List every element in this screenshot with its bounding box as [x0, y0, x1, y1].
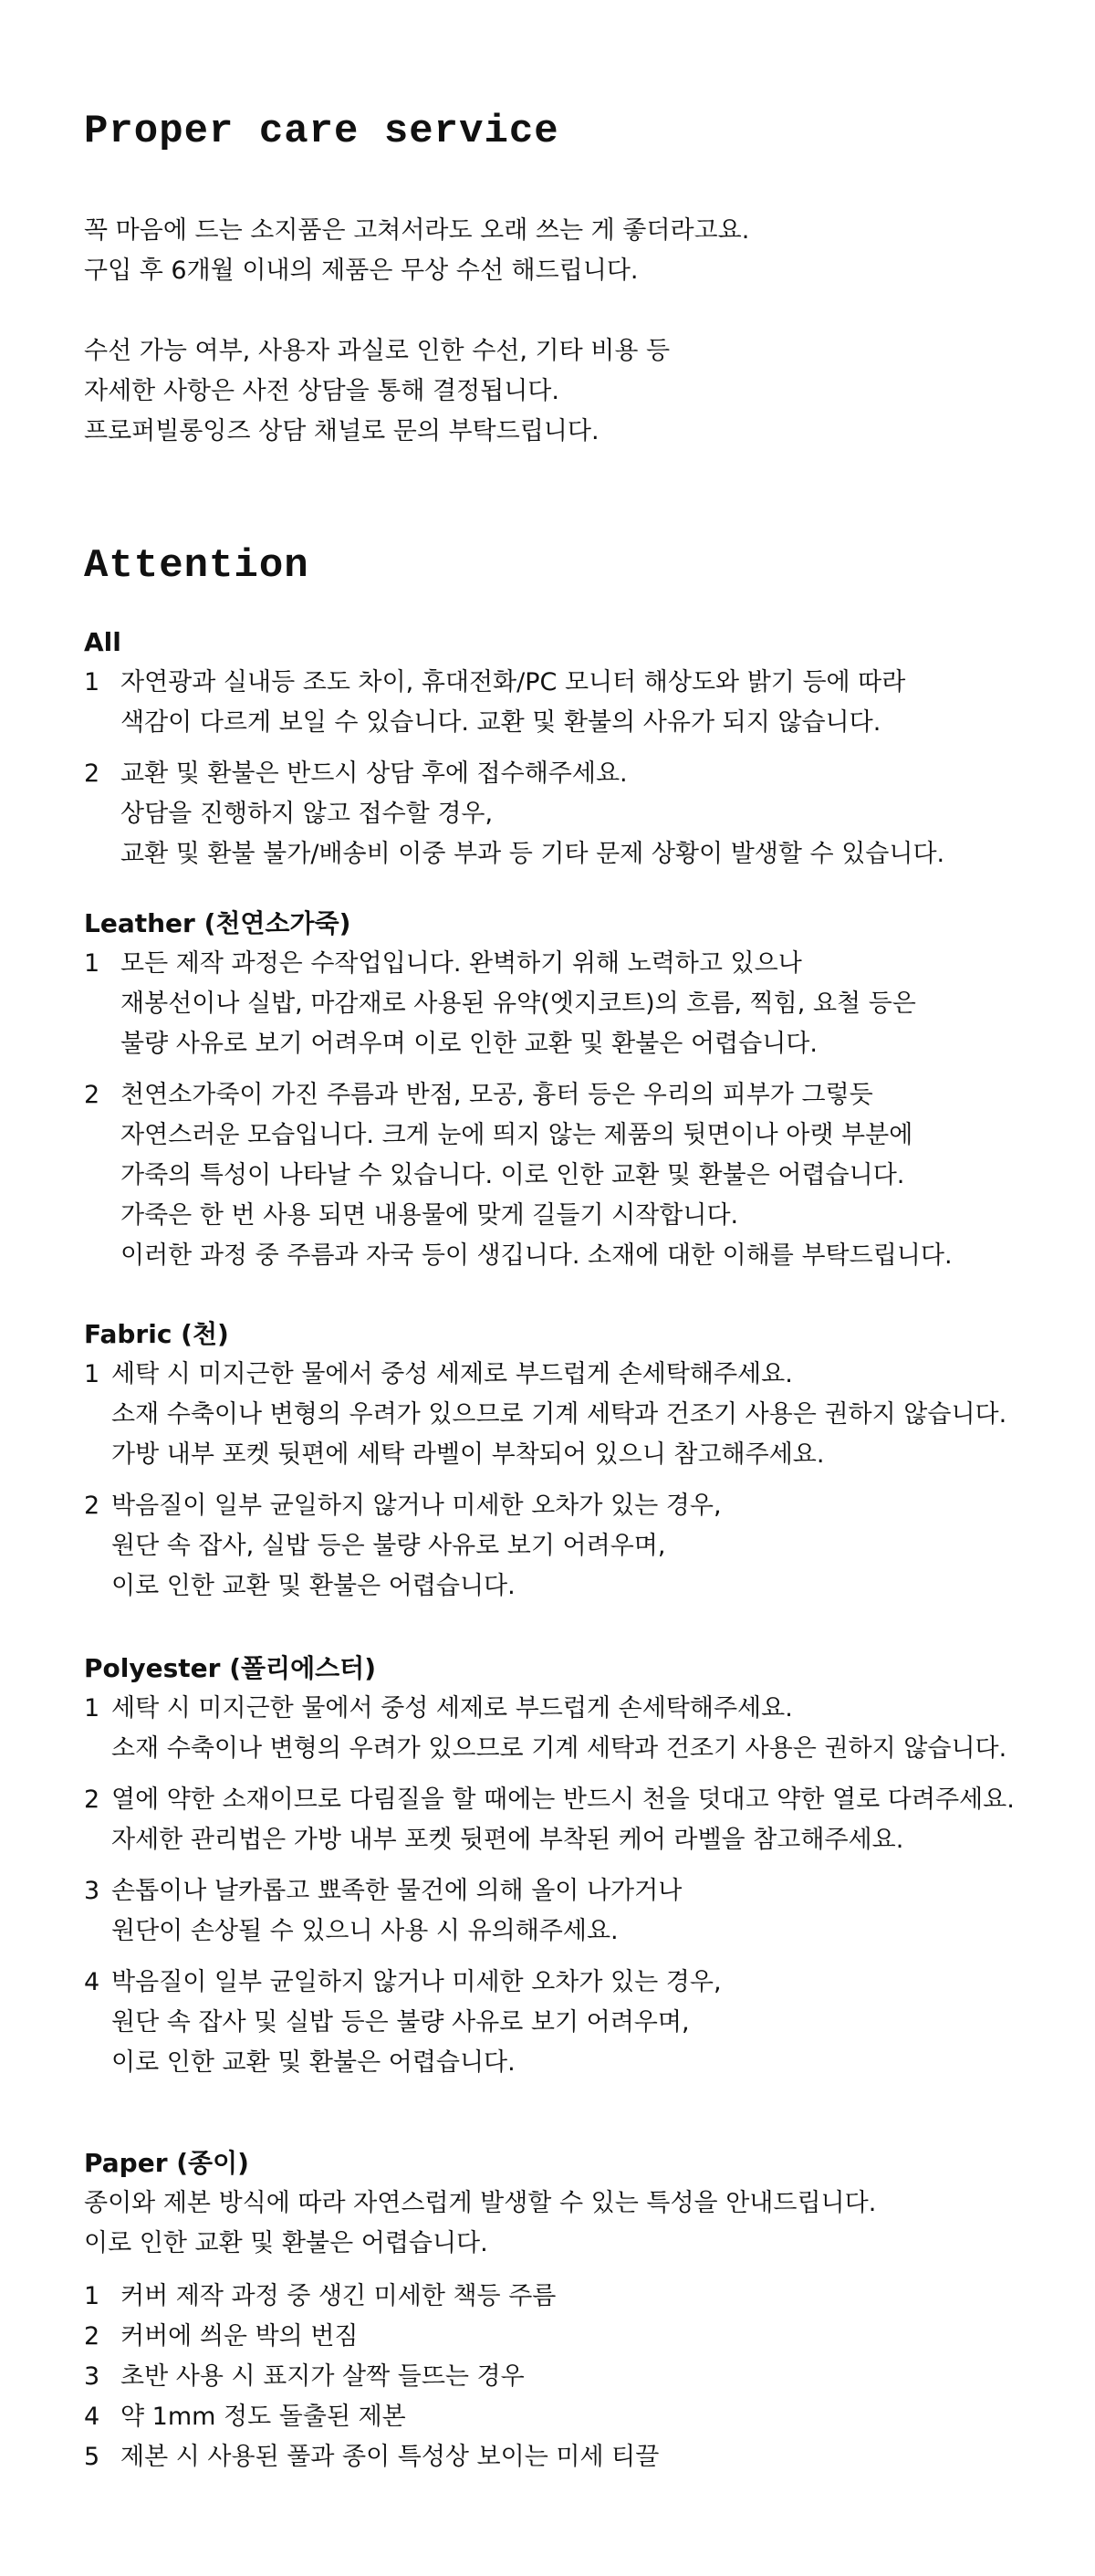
item-number: 2	[84, 1785, 100, 1814]
care-line: 구입 후 6개월 이내의 제품은 무상 수선 해드립니다.	[84, 257, 639, 285]
item-line: 가죽의 특성이 나타날 수 있습니다. 이로 인한 교환 및 환불은 어렵습니다.	[120, 1161, 905, 1189]
item-line: 이로 인한 교환 및 환불은 어렵습니다.	[111, 2048, 516, 2077]
care-paragraph	[84, 331, 749, 452]
care-line: 수선 가능 여부, 사용자 과실로 인한 수선, 기타 비용 등	[84, 337, 671, 365]
intro-line: 이로 인한 교환 및 환불은 어렵습니다.	[84, 2229, 488, 2257]
item-number: 2	[84, 1081, 100, 1109]
item-line: 자연광과 실내등 조도 차이, 휴대전화/PC 모니터 해상도와 밝기 등에 따라	[120, 668, 906, 696]
intro-line: 종이와 제본 방식에 따라 자연스럽게 발생할 수 있는 특성을 안내드립니다.	[84, 2189, 877, 2217]
item-line: 교환 및 환불은 반드시 상담 후에 접수해주세요.	[120, 759, 628, 788]
item-line: 상담을 진행하지 않고 접수할 경우,	[120, 800, 494, 828]
item-line: 소재 수축이나 변형의 우려가 있으므로 기계 세탁과 건조기 사용은 권하지 않습니다.	[111, 1400, 1007, 1429]
item-line: 불량 사유로 보기 어려우며 이로 인한 교환 및 환불은 어렵습니다.	[120, 1030, 818, 1058]
care-line: 프로퍼빌롱잉즈 상담 채널로 문의 부탁드립니다.	[84, 417, 600, 445]
item-number: 1	[84, 949, 100, 978]
section-leather	[84, 904, 953, 1276]
item-line: 모든 제작 과정은 수작업입니다. 완벽하기 위해 노력하고 있으나	[120, 949, 802, 978]
item-line: 천연소가죽이 가진 주름과 반점, 모공, 흉터 등은 우리의 피부가 그렇듯	[120, 1081, 873, 1109]
list-item	[84, 2397, 876, 2437]
item-line: 박음질이 일부 균일하지 않거나 미세한 오차가 있는 경우,	[111, 1968, 722, 1996]
item-line: 커버 제작 과정 중 생긴 미세한 책등 주름	[120, 2282, 557, 2310]
list-item	[84, 2357, 876, 2397]
section-title: Polyester (폴리에스터)	[84, 1653, 377, 1683]
item-number: 1	[84, 1360, 100, 1388]
item-line: 가방 내부 포켓 뒷편에 세탁 라벨이 부착되어 있으니 참고해주세요.	[111, 1440, 825, 1469]
list-item	[84, 2437, 876, 2477]
item-number: 2	[84, 2322, 100, 2351]
list-item	[84, 944, 953, 1064]
care-paragraph	[84, 211, 749, 291]
care-service-description	[84, 211, 749, 452]
item-line: 커버에 씌운 박의 번짐	[120, 2322, 359, 2351]
item-line: 세탁 시 미지근한 물에서 중성 세제로 부드럽게 손세탁해주세요.	[111, 1694, 793, 1723]
item-line: 자세한 관리법은 가방 내부 포켓 뒷편에 부착된 케어 라벨을 참고해주세요.	[111, 1826, 904, 1854]
item-number: 2	[84, 759, 100, 788]
section-title: Fabric (천)	[84, 1319, 229, 1349]
item-number: 2	[84, 1492, 100, 1520]
list-item	[84, 754, 944, 874]
care-service-title: Proper care service	[84, 109, 559, 154]
item-number: 1	[84, 1694, 100, 1723]
item-line: 이로 인한 교환 및 환불은 어렵습니다.	[111, 1572, 516, 1600]
item-line: 가죽은 한 번 사용 되면 내용물에 맞게 길들기 시작합니다.	[120, 1201, 739, 1230]
list-item	[84, 1486, 1006, 1607]
item-number: 4	[84, 1968, 100, 1996]
section-paper	[84, 2143, 876, 2477]
list-item	[84, 1963, 1015, 2083]
list-item	[84, 1871, 1015, 1952]
item-number: 4	[84, 2403, 100, 2431]
item-number: 1	[84, 2282, 100, 2310]
section-polyester	[84, 1649, 1015, 2083]
item-line: 세탁 시 미지근한 물에서 중성 세제로 부드럽게 손세탁해주세요.	[111, 1360, 793, 1388]
item-line: 재봉선이나 실밥, 마감재로 사용된 유약(엣지코트)의 흐름, 찍힘, 요철 등은	[120, 990, 916, 1018]
section-title: Leather (천연소가죽)	[84, 908, 351, 938]
list-item	[84, 1075, 953, 1276]
item-line: 손톱이나 날카롭고 뾰족한 물건에 의해 올이 나가거나	[111, 1877, 683, 1905]
item-line: 제본 시 사용된 풀과 종이 특성상 보이는 미세 티끌	[120, 2443, 660, 2471]
care-line: 꼭 마음에 드는 소지품은 고쳐서라도 오래 쓰는 게 좋더라고요.	[84, 216, 750, 245]
item-number: 5	[84, 2443, 100, 2471]
item-line: 박음질이 일부 균일하지 않거나 미세한 오차가 있는 경우,	[111, 1492, 722, 1520]
care-line: 자세한 사항은 사전 상담을 통해 결정됩니다.	[84, 377, 559, 405]
item-line: 색감이 다르게 보일 수 있습니다. 교환 및 환불의 사유가 되지 않습니다.	[120, 708, 881, 737]
list-item	[84, 1780, 1015, 1860]
item-number: 3	[84, 2362, 100, 2391]
section-fabric	[84, 1314, 1006, 1607]
attention-title: Attention	[84, 543, 309, 589]
item-line: 소재 수축이나 변형의 우려가 있으므로 기계 세탁과 건조기 사용은 권하지 않습니다.	[111, 1734, 1007, 1763]
item-line: 교환 및 환불 불가/배송비 이중 부과 등 기타 문제 상황이 발생할 수 있습니다.	[120, 840, 945, 868]
list-item	[84, 2277, 876, 2317]
item-line: 열에 약한 소재이므로 다림질을 할 때에는 반드시 천을 덧대고 약한 열로 다려주세요.	[111, 1785, 1015, 1814]
list-item	[84, 1689, 1015, 1769]
list-item	[84, 663, 944, 743]
item-number: 1	[84, 668, 100, 696]
item-line: 원단 속 잡사 및 실밥 등은 불량 사유로 보기 어려우며,	[111, 2008, 690, 2037]
item-line: 약 1mm 정도 돌출된 제본	[120, 2403, 406, 2431]
section-title: Paper (종이)	[84, 2148, 249, 2178]
item-line: 자연스러운 모습입니다. 크게 눈에 띄지 않는 제품의 뒷면이나 아랫 부분에	[120, 1121, 913, 1149]
item-line: 이러한 과정 중 주름과 자국 등이 생깁니다. 소재에 대한 이해를 부탁드립니다.	[120, 1241, 953, 1270]
paper-intro	[84, 2183, 876, 2264]
section-title: All	[84, 627, 121, 657]
item-line: 원단 속 잡사, 실밥 등은 불량 사유로 보기 어려우며,	[111, 1532, 666, 1560]
list-item	[84, 1355, 1006, 1475]
item-number: 3	[84, 1877, 100, 1905]
item-line: 초반 사용 시 표지가 살짝 들뜨는 경우	[120, 2362, 525, 2391]
list-item	[84, 2317, 876, 2357]
item-line: 원단이 손상될 수 있으니 사용 시 유의해주세요.	[111, 1917, 619, 1945]
section-all	[84, 623, 944, 874]
